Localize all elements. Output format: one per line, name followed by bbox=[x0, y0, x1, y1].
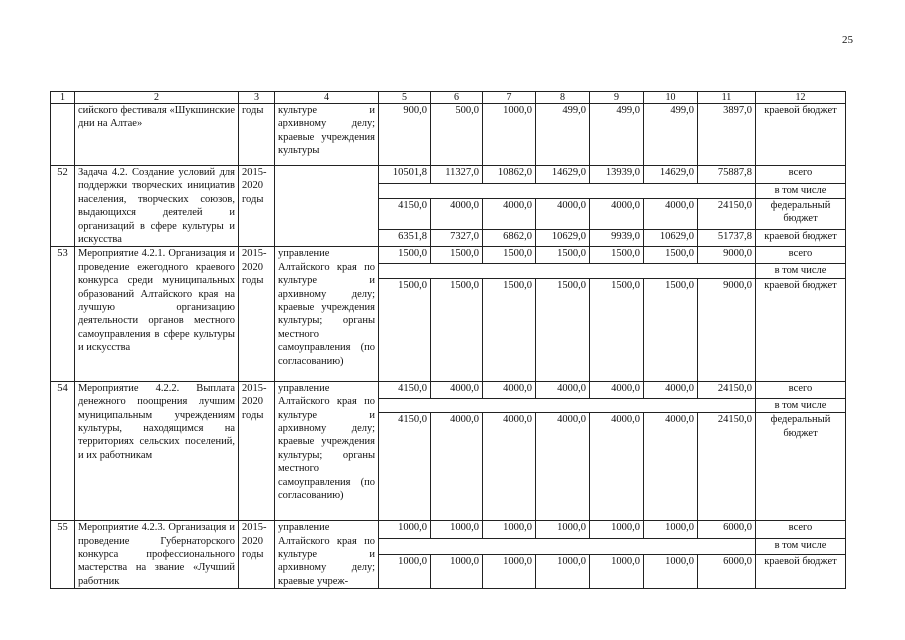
row-number: 54 bbox=[51, 381, 75, 520]
funding-source: всего bbox=[756, 247, 846, 264]
amount-cell: 1500,0 bbox=[379, 247, 431, 264]
col-header: 9 bbox=[590, 92, 644, 104]
amount-cell: 10862,0 bbox=[483, 166, 536, 184]
funding-source: всего bbox=[756, 381, 846, 398]
amount-cell: 6000,0 bbox=[698, 521, 756, 539]
empty-cell bbox=[379, 398, 756, 412]
amount-cell: 9000,0 bbox=[698, 278, 756, 381]
amount-cell: 1500,0 bbox=[536, 278, 590, 381]
amount-cell: 4000,0 bbox=[431, 381, 483, 398]
col-header: 10 bbox=[644, 92, 698, 104]
col-header: 11 bbox=[698, 92, 756, 104]
amount-cell: 4000,0 bbox=[483, 413, 536, 521]
page-number: 25 bbox=[842, 34, 853, 46]
amount-cell: 4000,0 bbox=[590, 199, 644, 230]
amount-cell: 1500,0 bbox=[536, 247, 590, 264]
amount-cell: 4000,0 bbox=[536, 413, 590, 521]
amount-cell: 499,0 bbox=[590, 104, 644, 166]
col-header: 1 bbox=[51, 92, 75, 104]
amount-cell: 24150,0 bbox=[698, 199, 756, 230]
measure-name: Мероприятие 4.2.3. Организация и проведение Губернаторского конкурса профессионального мастерства на звание «Лучший работник bbox=[75, 521, 239, 589]
measure-name: Мероприятие 4.2.2. Выплата денежного поощрения лучшим муниципальным учреждениям культуры, находящимся на территориях сельских поселений, и их работникам bbox=[75, 381, 239, 520]
amount-cell: 10501,8 bbox=[379, 166, 431, 184]
measure-name: сийского фестиваля «Шукшинские дни на Алтае» bbox=[75, 104, 239, 166]
amount-cell: 4150,0 bbox=[379, 413, 431, 521]
executor: культуре и архивному делу; краевые учреждения культуры bbox=[275, 104, 379, 166]
amount-cell: 1000,0 bbox=[431, 521, 483, 539]
funding-source: в том числе bbox=[756, 398, 846, 412]
amount-cell: 13939,0 bbox=[590, 166, 644, 184]
amount-cell: 24150,0 bbox=[698, 381, 756, 398]
empty-cell bbox=[379, 183, 756, 198]
funding-source: в том числе bbox=[756, 183, 846, 198]
executor: управление Алтайского края по культуре и архивному делу; краевые учреж- bbox=[275, 521, 379, 589]
amount-cell: 900,0 bbox=[379, 104, 431, 166]
col-header: 12 bbox=[756, 92, 846, 104]
amount-cell: 10629,0 bbox=[536, 229, 590, 247]
amount-cell: 1500,0 bbox=[379, 278, 431, 381]
amount-cell: 499,0 bbox=[536, 104, 590, 166]
table-row bbox=[51, 381, 846, 398]
amount-cell: 10629,0 bbox=[644, 229, 698, 247]
amount-cell: 4000,0 bbox=[644, 381, 698, 398]
funding-source: краевой бюджет bbox=[756, 278, 846, 381]
amount-cell: 9939,0 bbox=[590, 229, 644, 247]
amount-cell: 14629,0 bbox=[644, 166, 698, 184]
empty-cell bbox=[379, 264, 756, 278]
amount-cell: 1000,0 bbox=[536, 554, 590, 588]
table-header-row bbox=[51, 92, 846, 104]
amount-cell: 6351,8 bbox=[379, 229, 431, 247]
amount-cell: 1000,0 bbox=[379, 554, 431, 588]
amount-cell: 4150,0 bbox=[379, 199, 431, 230]
amount-cell: 1500,0 bbox=[590, 278, 644, 381]
amount-cell: 1000,0 bbox=[536, 521, 590, 539]
years: 2015-2020 годы bbox=[239, 521, 275, 589]
funding-source: федеральный бюджет bbox=[756, 413, 846, 521]
amount-cell: 4000,0 bbox=[483, 199, 536, 230]
col-header: 8 bbox=[536, 92, 590, 104]
amount-cell: 1000,0 bbox=[644, 521, 698, 539]
funding-source: краевой бюджет bbox=[756, 229, 846, 247]
amount-cell: 1000,0 bbox=[590, 554, 644, 588]
years: годы bbox=[239, 104, 275, 166]
amount-cell: 499,0 bbox=[644, 104, 698, 166]
amount-cell: 4000,0 bbox=[590, 381, 644, 398]
amount-cell: 1500,0 bbox=[431, 247, 483, 264]
table-row bbox=[51, 521, 846, 539]
col-header: 7 bbox=[483, 92, 536, 104]
years: 2015-2020 годы bbox=[239, 381, 275, 520]
amount-cell: 1500,0 bbox=[644, 278, 698, 381]
amount-cell: 4000,0 bbox=[644, 413, 698, 521]
funding-source: в том числе bbox=[756, 264, 846, 278]
amount-cell: 1500,0 bbox=[590, 247, 644, 264]
col-header: 6 bbox=[431, 92, 483, 104]
col-header: 4 bbox=[275, 92, 379, 104]
amount-cell: 1000,0 bbox=[483, 104, 536, 166]
funding-source: в том числе bbox=[756, 539, 846, 554]
amount-cell: 4000,0 bbox=[483, 381, 536, 398]
table-row bbox=[51, 104, 846, 166]
funding-source: краевой бюджет bbox=[756, 554, 846, 588]
col-header: 2 bbox=[75, 92, 239, 104]
amount-cell: 9000,0 bbox=[698, 247, 756, 264]
amount-cell: 4000,0 bbox=[590, 413, 644, 521]
amount-cell: 1500,0 bbox=[483, 278, 536, 381]
funding-source: всего bbox=[756, 521, 846, 539]
program-table bbox=[50, 91, 846, 589]
amount-cell: 6862,0 bbox=[483, 229, 536, 247]
col-header: 3 bbox=[239, 92, 275, 104]
years: 2015-2020 годы bbox=[239, 166, 275, 247]
amount-cell: 6000,0 bbox=[698, 554, 756, 588]
funding-source: федеральный бюджет bbox=[756, 199, 846, 230]
amount-cell: 1000,0 bbox=[483, 521, 536, 539]
executor: управление Алтайского края по культуре и архивному делу; краевые учреждения культуры; органы местного самоуправления (по согласованию) bbox=[275, 381, 379, 520]
measure-name: Мероприятие 4.2.1. Организация и проведение ежегодного краевого конкурса среди муниципальных образований Алтайского края на лучшую организацию деятельности органов местного самоуправления в сфере культуры и искусства bbox=[75, 247, 239, 381]
table-row bbox=[51, 166, 846, 184]
amount-cell: 4000,0 bbox=[536, 381, 590, 398]
table-row bbox=[51, 247, 846, 264]
amount-cell: 4000,0 bbox=[536, 199, 590, 230]
amount-cell: 11327,0 bbox=[431, 166, 483, 184]
amount-cell: 7327,0 bbox=[431, 229, 483, 247]
amount-cell: 1500,0 bbox=[483, 247, 536, 264]
row-number: 55 bbox=[51, 521, 75, 589]
row-number: 52 bbox=[51, 166, 75, 247]
measure-name: Задача 4.2. Создание условий для поддержки творческих инициатив населения, творческих союзов, выдающихся деятелей и организаций в сфере культуры и искусства bbox=[75, 166, 239, 247]
amount-cell: 500,0 bbox=[431, 104, 483, 166]
row-number bbox=[51, 104, 75, 166]
amount-cell: 24150,0 bbox=[698, 413, 756, 521]
amount-cell: 1000,0 bbox=[431, 554, 483, 588]
amount-cell: 1000,0 bbox=[379, 521, 431, 539]
amount-cell: 1500,0 bbox=[431, 278, 483, 381]
amount-cell: 4000,0 bbox=[431, 413, 483, 521]
amount-cell: 1000,0 bbox=[644, 554, 698, 588]
amount-cell: 1500,0 bbox=[644, 247, 698, 264]
amount-cell: 51737,8 bbox=[698, 229, 756, 247]
amount-cell: 75887,8 bbox=[698, 166, 756, 184]
amount-cell: 4150,0 bbox=[379, 381, 431, 398]
executor bbox=[275, 166, 379, 247]
amount-cell: 4000,0 bbox=[644, 199, 698, 230]
amount-cell: 14629,0 bbox=[536, 166, 590, 184]
amount-cell: 4000,0 bbox=[431, 199, 483, 230]
amount-cell: 1000,0 bbox=[483, 554, 536, 588]
funding-source: всего bbox=[756, 166, 846, 184]
funding-source: краевой бюджет bbox=[756, 104, 846, 166]
executor: управление Алтайского края по культуре и архивному делу; краевые учреждения культуры; органы местного самоуправления (по согласованию) bbox=[275, 247, 379, 381]
empty-cell bbox=[379, 539, 756, 554]
row-number: 53 bbox=[51, 247, 75, 381]
col-header: 5 bbox=[379, 92, 431, 104]
amount-cell: 3897,0 bbox=[698, 104, 756, 166]
years: 2015-2020 годы bbox=[239, 247, 275, 381]
amount-cell: 1000,0 bbox=[590, 521, 644, 539]
